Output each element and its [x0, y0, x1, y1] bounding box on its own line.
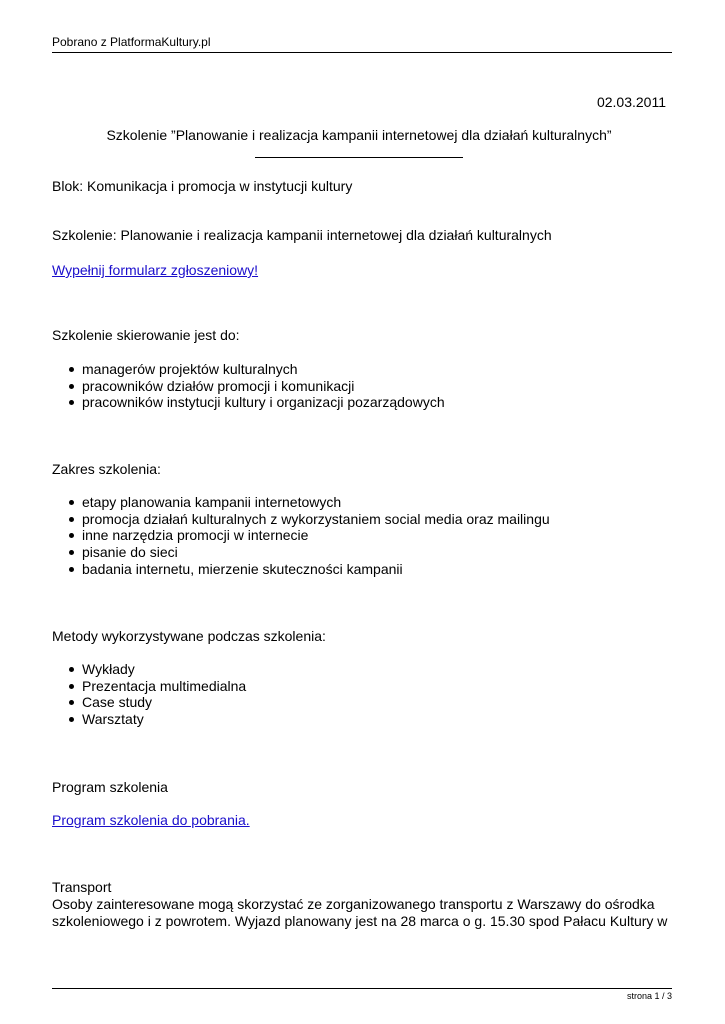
title-underline	[255, 157, 463, 158]
list-item: inne narzędzia promocji w internecie	[66, 527, 550, 544]
header-source-text: Pobrano z PlatformaKultury.pl	[52, 35, 211, 49]
footer-divider	[52, 988, 672, 989]
transport-line: Osoby zainteresowane mogą skorzystać ze zorganizowanego transportu z Warszawy do ośrodka	[52, 896, 655, 912]
list-item: pisanie do sieci	[66, 544, 550, 561]
audience-heading: Szkolenie skierowanie jest do:	[52, 327, 240, 343]
program-heading: Program szkolenia	[52, 779, 168, 795]
scope-list	[66, 494, 550, 578]
list-item: pracowników działów promocji i komunikacji	[66, 378, 445, 395]
document-date: 02.03.2011	[596, 94, 666, 110]
training-label: Szkolenie: Planowanie i realizacja kampanii internetowej dla działań kulturalnych	[52, 227, 552, 243]
list-item: Case study	[66, 694, 246, 711]
methods-heading: Metody wykorzystywane podczas szkolenia:	[52, 628, 326, 644]
audience-list	[66, 361, 445, 411]
list-item: managerów projektów kulturalnych	[66, 361, 445, 378]
registration-form-link[interactable]: Wypełnij formularz zgłoszeniowy!	[52, 262, 259, 278]
transport-section	[52, 879, 672, 930]
transport-line: szkoleniowego i z powrotem. Wyjazd planowany jest na 28 marca o g. 15.30 spod Pałacu Kultury w	[52, 913, 668, 929]
program-download-link[interactable]: Program szkolenia do pobrania.	[52, 812, 250, 828]
document-title: Szkolenie ”Planowanie i realizacja kampanii internetowej dla działań kulturalnych”	[106, 127, 612, 143]
header-divider	[52, 52, 672, 53]
list-item: Warsztaty	[66, 711, 246, 728]
list-item: promocja działań kulturalnych z wykorzystaniem social media oraz mailingu	[66, 511, 550, 528]
list-item: Prezentacja multimedialna	[66, 678, 246, 695]
transport-heading: Transport	[52, 879, 112, 895]
page-indicator: strona 1 / 3	[626, 991, 672, 1001]
block-label: Blok: Komunikacja i promocja w instytucji kultury	[52, 178, 353, 194]
scope-heading: Zakres szkolenia:	[52, 461, 161, 477]
list-item: pracowników instytucji kultury i organizacji pozarządowych	[66, 394, 445, 411]
list-item: Wykłady	[66, 661, 246, 678]
list-item: etapy planowania kampanii internetowych	[66, 494, 550, 511]
methods-list	[66, 661, 246, 728]
list-item: badania internetu, mierzenie skuteczności kampanii	[66, 561, 550, 578]
